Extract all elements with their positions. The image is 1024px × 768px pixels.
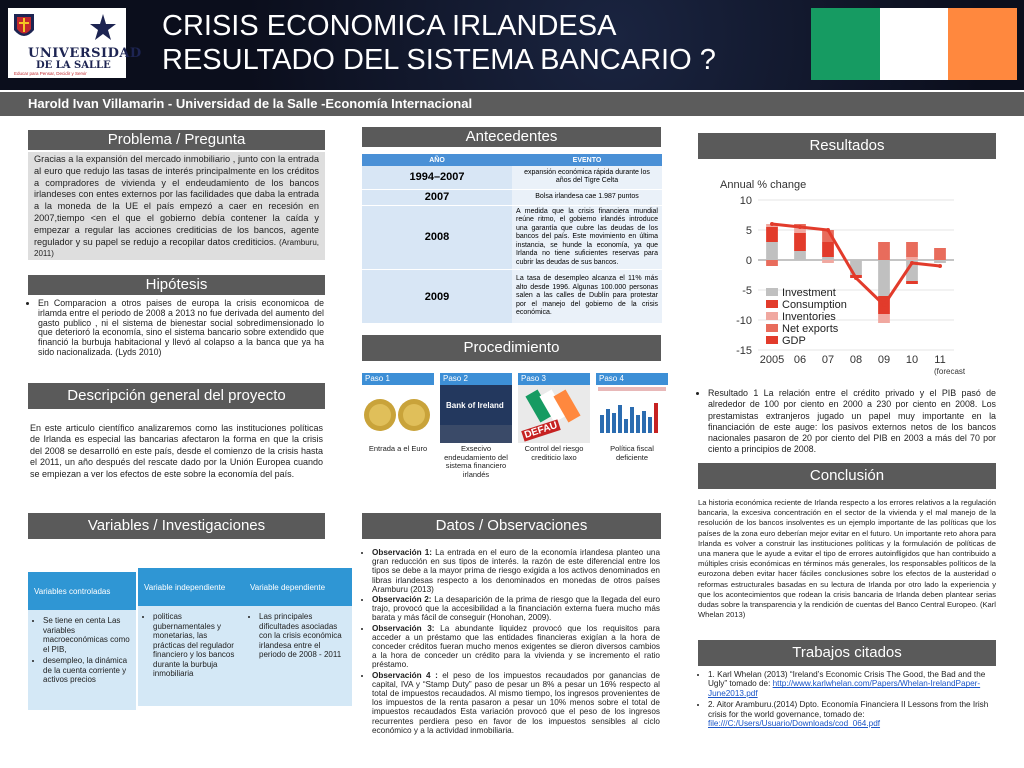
year-cell: 2008 <box>362 205 512 270</box>
problema-text-block <box>28 152 325 260</box>
bar-segment <box>794 251 806 260</box>
year-cell: 2007 <box>362 189 512 205</box>
antecedentes-table <box>362 154 662 324</box>
logo-name-line-1: UNIVERSIDAD <box>28 46 142 61</box>
star-icon <box>88 12 118 44</box>
table-row <box>362 205 662 270</box>
descripcion-heading: Descripción general del proyecto <box>28 383 325 409</box>
step-caption: Exsecivo endeudamiento del sistema financiero irlandés <box>444 444 508 479</box>
x-tick-label: 10 <box>905 354 919 366</box>
logo-name-line-2: DE LA SALLE <box>36 60 111 71</box>
observation-text: La entrada en el euro de la economía irlandesa planteo una gran reducción en sus tipos de interés. la razón de este diferencial entre los tipos se debe a la mayor prima de riesgo exigida a los activos denominados en libras irlandesas respecto a los denominados en monedas de otros países Aramburu (2013) <box>372 548 660 594</box>
x-tick-label: 2005 <box>759 354 785 366</box>
y-tick-label: 10 <box>739 195 752 207</box>
col-event-header: EVENTO <box>512 154 662 166</box>
observation-item <box>372 548 660 594</box>
bar-segment <box>878 242 890 260</box>
step-3 <box>518 373 590 462</box>
legend-swatch <box>766 300 778 308</box>
step-label: Paso 1 <box>362 373 434 385</box>
legend-label: GDP <box>782 335 806 347</box>
bar-segment <box>906 257 918 260</box>
resultados-text: • Resultado 1 La relación entre el crédito privado y el PIB pasó de alrededor de 100 por ciento en 2000 a 230 por ciento en 2008. Los prestamistas extranjeros jugado un papel muy importante en la financiación de este auge: los pasivos externos netos de los bancos nacionales pasaron de 20 por ciento del PIB en 2003 a más del 70 por ciento a principios de 2008. <box>708 388 996 456</box>
variable-box-body <box>28 610 136 710</box>
y-tick-label: -10 <box>736 315 752 327</box>
step-label: Paso 2 <box>440 373 512 385</box>
observation-text: el peso de los impuestos recaudados por ganancias de capital, IVA y “Stamp Duty” paso de pesar un 8% a pesar un 16% respecto al total de impuestos recaudados. Al mismo tiempo, los ingresos provenientes de los impuestos de la renta pasaron a pesar un 10% menos sobre el total de impuestos recaudados Esta variación provocó que el peso de los ingresos recurrentes perdiera peso en favor de los impuestos sensibles al ciclo económico y a la actividad inmobiliaria. <box>372 670 660 735</box>
procedimiento-heading: Procedimiento <box>362 335 661 361</box>
problema-text: Gracias a la expansión del mercado inmobiliario , junto con la entrada al euro que redujo las tasas de interés principalmente en los créditos a compradores de vivienda y el endeudamiento de los bancos irlandeses con entes externos por las facilidades que daba la entrada a la moneda de la UE el país empezó a caer en recesión en 2007,tiempo <en el que el gobierno debía contener la caída y empezar a regular las acciones crediticias de los bancos, agente regulador y su papel se redujo a recopilar datos crediticios. <box>34 154 319 247</box>
citation-link[interactable]: http://www.karlwhelan.com/Papers/Whelan-IrelandPaper-June2013.pdf <box>708 679 981 698</box>
author-line: Harold Ivan Villamarin - Universidad de la Salle -Economía Internacional <box>28 96 473 111</box>
variable-item: • politicas gubernamentales y monetarias, las prácticas del regulador financiero y los bancos durante la burbuja inmobiliaria <box>153 612 240 679</box>
gdp-point <box>882 303 886 307</box>
gdp-point <box>938 264 942 268</box>
step-caption: Entrada a el Euro <box>368 444 428 453</box>
bar-segment <box>878 260 890 296</box>
problema-heading: Problema / Pregunta <box>28 130 325 150</box>
step-caption: Control del riesgo crediticio laxo <box>524 444 584 462</box>
fiscal-chart-thumbnail <box>596 385 668 443</box>
x-tick-label: 09 <box>877 354 891 366</box>
bank-sign-image <box>440 385 512 443</box>
hipotesis-heading: Hipótesis <box>28 275 325 295</box>
observation-text: La abundante liquidez provocó que los requisitos para acceder a un préstamo que las entidades financieras exigían a la hora de conceder créditos fueran mucho menos exigentes se dieron diversos cambios a la hora de conceder un crédito para la vivienda y se incremento el ratio préstamo. <box>372 623 660 670</box>
logo-slogan: Educar para Pensar, Decidir y Servir <box>14 71 87 76</box>
x-tick-label: 07 <box>821 354 835 366</box>
variable-box-title: Variable dependiente <box>244 568 352 606</box>
bar-segment <box>766 260 778 266</box>
variable-item: • Se tiene en centa Las variables macroeconómicas como el PIB, <box>43 616 130 654</box>
legend-label: Net exports <box>782 323 839 335</box>
ireland-flag <box>811 8 1017 80</box>
flag-stripe-green <box>811 8 880 80</box>
legend-label: Inventories <box>782 311 836 323</box>
flag-stripe-orange <box>948 8 1017 80</box>
table-row <box>362 189 662 205</box>
legend-swatch <box>766 312 778 320</box>
observation-item <box>372 671 660 735</box>
observation-label: Observación 1: <box>372 548 432 557</box>
antecedentes-heading: Antecedentes <box>362 127 661 147</box>
problema-citation: (Aramburu, 2011) <box>34 237 319 259</box>
resultados-heading: Resultados <box>698 133 996 159</box>
variable-box-independiente <box>138 568 246 706</box>
table-header-row <box>362 154 662 166</box>
bar-segment <box>766 227 778 242</box>
variable-item: • Las principales dificultades asociadas con la crisis económica irlandesa entre el periodo de 2008 - 2011 <box>259 612 346 660</box>
citation-link[interactable]: file:///C:/Users/Usuario/Downloads/cod_064.pdf <box>708 719 881 729</box>
euro-coins-image <box>362 385 434 443</box>
y-tick-label: 0 <box>745 255 752 267</box>
y-tick-label: -5 <box>742 285 752 297</box>
bar-segment <box>822 242 834 257</box>
step-caption: Política fiscal deficiente <box>610 444 654 462</box>
bar-segment <box>822 257 834 260</box>
bar-segment <box>906 281 918 284</box>
bar-segment <box>794 233 806 251</box>
datos-heading: Datos / Observaciones <box>362 513 661 539</box>
flag-stripe-white <box>880 8 949 80</box>
forecast-label: (forecast <box>934 367 966 376</box>
crest-icon <box>12 12 36 42</box>
trabajos-block <box>698 670 994 729</box>
gdp-point <box>798 225 802 229</box>
year-cell: 1994–2007 <box>362 166 512 189</box>
observation-item <box>372 595 660 623</box>
gdp-point <box>854 276 858 280</box>
legend-swatch <box>766 336 778 344</box>
default-image <box>518 385 590 443</box>
variable-box-controladas <box>28 572 136 710</box>
gdp-point <box>770 222 774 226</box>
bar-segment <box>766 242 778 260</box>
step-1 <box>362 373 434 454</box>
datos-block <box>362 548 660 736</box>
descripcion-text: En este articulo científico analizaremos como las instituciones políticas de Irlanda es especial las bancarias afectaron la forma en que la crisis del 2008 se desarrolló en este país, desde el comienzo de la crisis hasta el 2011, un año después del rescate dado por la Unión Europea cuando se empiezan a ver los efectos de este sobre la economía del país. <box>30 423 323 479</box>
variable-box-title: Variable independiente <box>138 568 246 606</box>
conclusion-heading: Conclusión <box>698 463 996 489</box>
x-tick-label: 08 <box>849 354 863 366</box>
poster-title-line-2: RESULTADO DEL SISTEMA BANCARIO ? <box>162 44 716 76</box>
citation-item <box>708 670 994 698</box>
observation-item <box>372 624 660 670</box>
conclusion-text: La historia económica reciente de Irlanda respecto a los errores relativos a la regulación bancaria, la excesiva concentración en el sector de la vivienda y el mal manejo de la resolución de los bancos insolventes es un ejemplo importante de las políticas que los países de la zona euro deberían mejor evitar en el futuro. Un importante reto ahora para Irlanda es volver a construir las instituciones políticas y la formulación de políticas de una manera que le ayude a evitar el tipo de errores autoinfligidos que han contribuido a múltiples crisis económicas en términos más generales, los responsables políticos de la eurozona deben evitar hacer fáciles conclusiones sobre los efectos de la austeridad o reformas estructurales basadas en su lectura de Irlanda por otro lado la experiencia y que los acontecimientos que rodean la crisis bancaria de Irlanda deben plantear serias dudas sobre la transparencia y la rendición de cuentas del Banco Central Europeo. (Karl Whelan 2013) <box>698 498 996 620</box>
variables-heading: Variables / Investigaciones <box>28 513 325 539</box>
step-label: Paso 4 <box>596 373 668 385</box>
observation-text: La desaparición de la prima de riesgo que la llegada del euro trajo, provocó que la accesibilidad a la financiación externa fuera mucho más barata y más fácil de conseguir (Honohan, 2009). <box>372 595 661 623</box>
hipotesis-text: • En Comparacion a otros paises de europa la crisis economicoa de irlamda entre el periodo de 2008 a 2013 no fue derivada del aumento del gasto publico , ni el sistema de bienestar social sobredimensionado lo que deterioró la economía, sino el sistema bancario sobre extendido que financió la burbuja habitacional y llevó al colapso a la banca que ya ha sido nacionalizada. (Lyds 2010) <box>38 299 324 358</box>
table-row <box>362 270 662 324</box>
poster-header <box>0 0 1024 90</box>
event-cell: expansión económica rápida durante los años del Tigre Celta <box>512 166 662 189</box>
event-cell: Bolsa irlandesa cae 1.987 puntos <box>512 189 662 205</box>
legend-swatch <box>766 324 778 332</box>
step-4 <box>596 373 668 462</box>
observation-label: Observación 2: <box>372 595 432 605</box>
chart-title: Annual % change <box>720 179 807 191</box>
hipotesis-block <box>28 299 324 359</box>
variable-box-body <box>138 606 246 706</box>
step-label: Paso 3 <box>518 373 590 385</box>
step-2 <box>440 373 512 479</box>
x-tick-label: 06 <box>793 354 807 366</box>
bank-sign-text: Bank of Ireland <box>446 401 504 410</box>
bar-segment <box>906 242 918 257</box>
observation-label: Observación 4 : <box>372 670 438 680</box>
event-cell: La tasa de desempleo alcanza el 11% más alto desde 1996. Algunas 100.000 personas salen a las calles de Dublín para protestar por el manejo del gobierno de la crisis económica. <box>512 270 662 324</box>
bar-segment <box>934 248 946 260</box>
resultados-block <box>698 388 996 457</box>
y-tick-label: 5 <box>745 225 752 237</box>
gdp-point <box>910 261 914 265</box>
event-cell: A medida que la crisis financiera mundial reúne ritmo, el gobierno irlandés introduce una garantía que cubre las deudas de los bancos del país. Este movimiento en última instancia, se hunde la economía, ya que Irlanda no tiene suficientes reservas para cubrir las deudas de sus bancos. <box>512 205 662 270</box>
poster-title-line-1: CRISIS ECONOMICA IRLANDESA <box>162 10 617 42</box>
bar-segment <box>822 260 834 263</box>
legend-label: Investment <box>782 287 836 299</box>
university-logo <box>8 8 142 78</box>
observation-label: Observación 3: <box>372 623 435 633</box>
legend-swatch <box>766 288 778 296</box>
year-cell: 2009 <box>362 270 512 324</box>
gdp-point <box>826 228 830 232</box>
variable-box-title: Variables controladas <box>28 572 136 610</box>
x-tick-label: 11 <box>934 354 946 366</box>
gdp-chart <box>714 170 976 382</box>
variable-box-dependiente <box>244 568 352 706</box>
table-row <box>362 166 662 189</box>
col-year-header: AÑO <box>362 154 512 166</box>
citation-item <box>708 700 994 728</box>
bar-segment <box>878 314 890 323</box>
variable-item: • desempleo, la dinámica de la cuenta corriente y activos precios <box>43 656 130 685</box>
citation-text: 2. Aitor Aramburu.(2014) Dpto. Economía Financiera II Lessons from the Irish crisis for the world governance, tomado de: <box>708 700 989 719</box>
trabajos-heading: Trabajos citados <box>698 640 996 666</box>
variable-box-body <box>244 606 352 706</box>
citation-text: 1. Karl Whelan (2013) “Ireland’s Economic Crisis The Good, the Bad and the Ugly” tomado de: <box>708 670 986 689</box>
bar-segment <box>934 260 946 263</box>
default-stamp-text: DEFAU <box>523 420 559 441</box>
author-bar <box>0 92 1024 116</box>
y-tick-label: -15 <box>736 345 752 357</box>
legend-label: Consumption <box>782 299 847 311</box>
